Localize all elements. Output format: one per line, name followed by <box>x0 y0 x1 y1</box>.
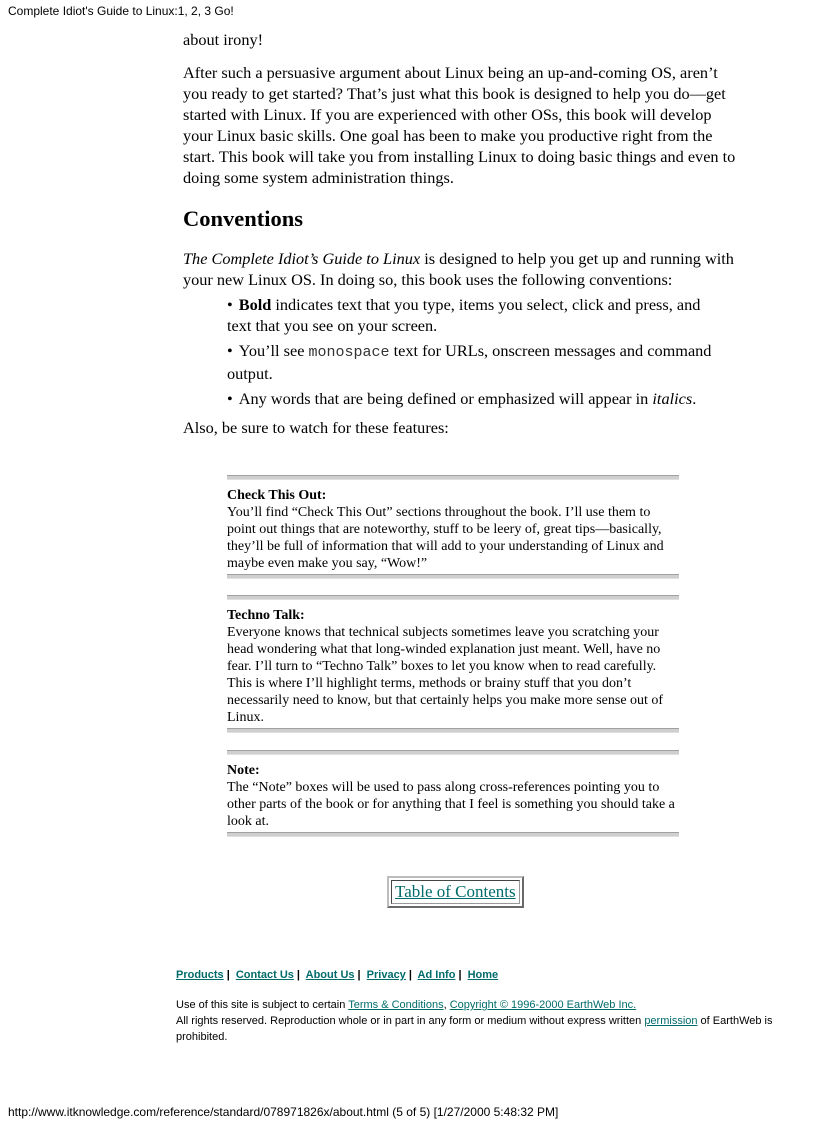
list-item-text: . <box>692 389 697 408</box>
box-title: Techno Talk: <box>227 608 305 623</box>
print-header-title: Complete Idiot's Guide to Linux:1, 2, 3 Go! <box>8 4 234 18</box>
paragraph-conventions <box>183 248 743 290</box>
list-item <box>227 340 727 384</box>
nav-separator: | <box>296 969 300 981</box>
legal-text: All rights reserved. Reproduction whole or in part in any form or medium without express written <box>176 1015 645 1027</box>
conventions-text: is designed to help you get up and running with your new Linux OS. In doing so, this book uses the following conventions: <box>183 249 734 289</box>
list-item-text: You’ll see <box>238 341 309 360</box>
divider <box>227 574 679 579</box>
legal-text: of EarthWeb is prohibited. <box>176 1015 773 1043</box>
nav-separator: | <box>357 969 361 981</box>
box-title: Check This Out: <box>227 488 327 503</box>
legal-text: , <box>443 999 450 1011</box>
box-text: You’ll find “Check This Out” sections throughout the book. I’ll use them to point out things that are noteworthy, stuff to be leery of, great tips—basically, they’ll be full of information that will add to your understanding of Linux and maybe even make you say, “Wow!” <box>227 505 664 571</box>
paragraph-features: Also, be sure to watch for these features: <box>183 418 449 437</box>
list-item-text: text for URLs, onscreen messages and command output. <box>227 341 712 383</box>
list-item <box>227 294 727 336</box>
bullet-icon: • <box>227 295 233 314</box>
italic-term: italics <box>652 389 693 408</box>
bold-term: Bold <box>238 295 272 314</box>
box-text: The “Note” boxes will be used to pass along cross-references pointing you to other parts of the book or for anything that I feel is something you should take a look at. <box>227 780 675 829</box>
divider <box>227 832 679 837</box>
divider <box>227 728 679 733</box>
list-item-text: indicates text that you type, items you select, click and press, and text that you see on your screen. <box>227 295 701 335</box>
toc-button-frame <box>387 876 524 908</box>
paragraph-irony: about irony! <box>183 30 264 49</box>
permission-link[interactable]: permission <box>644 1015 698 1027</box>
box-text: Everyone knows that technical subjects sometimes leave you scratching your head wondering what that long-winded explanation just meant. Well, have no fear. I’ll turn to “Techno Talk” boxes to let you know when to read carefully. This is where I’ll highlight terms, methods or brainy stuff that you don’t necessarily need to know, but that certainly helps you make more sense out of Linux. <box>227 625 664 725</box>
site-nav <box>176 969 498 981</box>
nav-about-link[interactable]: About Us <box>305 969 355 981</box>
bullet-icon: • <box>227 389 233 408</box>
legal-notice <box>176 997 786 1045</box>
nav-products-link[interactable]: Products <box>176 969 224 981</box>
bullet-icon: • <box>227 341 233 360</box>
divider <box>227 475 679 480</box>
nav-separator: | <box>408 969 412 981</box>
terms-link[interactable]: Terms & Conditions <box>348 999 444 1011</box>
legal-text: Use of this site is subject to certain <box>176 999 349 1011</box>
copyright-link[interactable]: Copyright © 1996-2000 EarthWeb Inc. <box>449 999 637 1011</box>
nav-separator: | <box>458 969 462 981</box>
table-of-contents-link[interactable]: Table of Contents <box>391 880 520 904</box>
conventions-list <box>227 294 727 409</box>
techno-talk-box <box>227 595 679 733</box>
book-title-italic: The Complete Idiot’s Guide to Linux <box>183 249 421 268</box>
note-box <box>227 750 679 837</box>
nav-separator: | <box>226 969 230 981</box>
main-content <box>183 29 743 456</box>
check-this-out-box <box>227 475 679 579</box>
nav-home-link[interactable]: Home <box>467 969 499 981</box>
nav-adinfo-link[interactable]: Ad Info <box>417 969 456 981</box>
nav-contact-link[interactable]: Contact Us <box>235 969 294 981</box>
conventions-heading: Conventions <box>183 206 304 231</box>
divider <box>227 595 679 600</box>
divider <box>227 750 679 755</box>
nav-privacy-link[interactable]: Privacy <box>366 969 406 981</box>
monospace-term: monospace <box>308 344 390 361</box>
list-item-text: Any words that are being defined or emphasized will appear in <box>238 389 653 408</box>
paragraph-intro: After such a persuasive argument about Linux being an up-and-coming OS, aren’t you ready to get started? That’s just what this book is designed to help you do—get started with Linux. If you are experienced with other OSs, this book will develop your Linux basic skills. One goal has been to make you productive right from the start. This book will take you from installing Linux to doing basic things and even to doing some system administration things. <box>183 63 736 187</box>
list-item <box>227 388 727 409</box>
print-footer-url: http://www.itknowledge.com/reference/standard/078971826x/about.html (5 of 5) [1/27/2000 5:48:32 PM] <box>8 1105 559 1119</box>
box-title: Note: <box>227 763 260 778</box>
